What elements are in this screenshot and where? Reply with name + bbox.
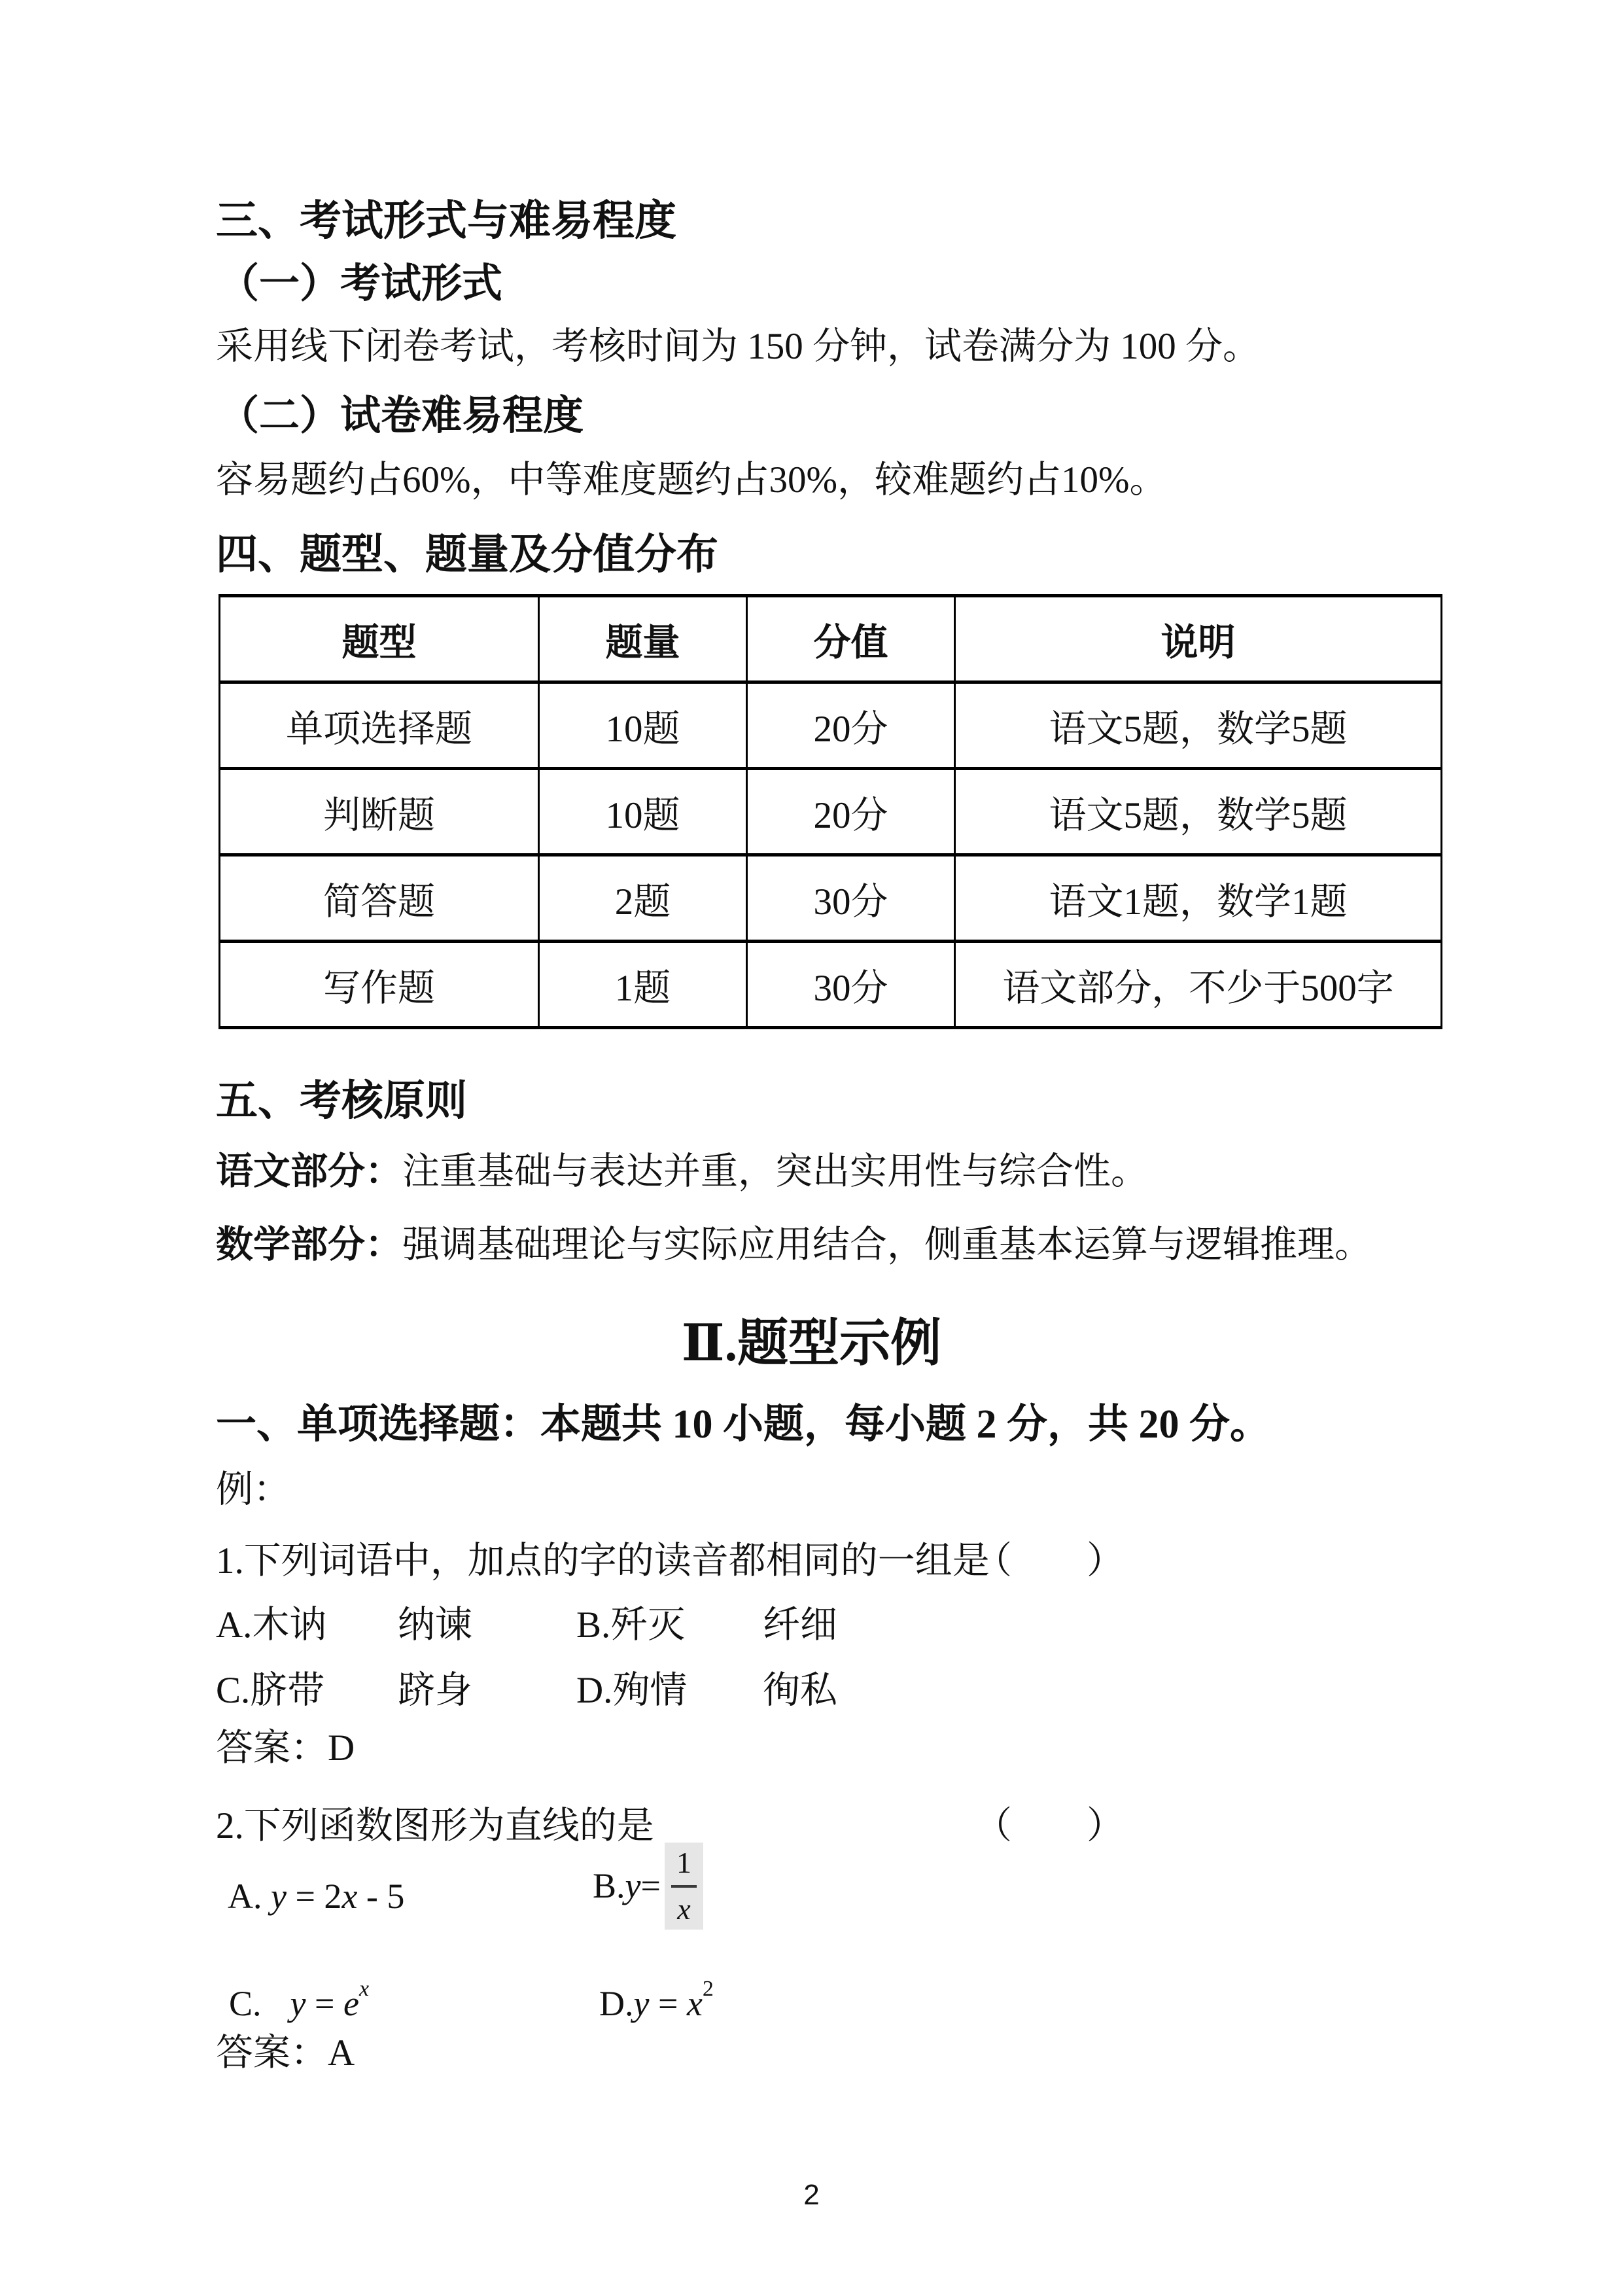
table-cell: 语文5题，数学5题 — [955, 769, 1442, 855]
q1-option-a-word2-text: 谏 — [435, 1604, 472, 1646]
q1-stem-text: 的一组是 — [840, 1540, 990, 1581]
page-number: 2 — [803, 2179, 820, 2211]
table-cell: 语文5题，数学5题 — [955, 682, 1442, 769]
table-cell: 30分 — [747, 855, 955, 942]
math-part-text: 强调基础理论与实际应用结合，侧重基本运算与逻辑推理。 — [402, 1224, 1372, 1265]
q1-option-c-word2-dotted-char: 跻 • — [398, 1669, 435, 1713]
q2-option-b-var-y: y — [625, 1866, 641, 1906]
q1-option-c-word2-text: 身 — [435, 1670, 472, 1711]
table-row — [220, 855, 1442, 942]
q2-option-a-var-x: x — [341, 1877, 358, 1916]
mcq-section-heading: 一、单项选择题：本题共 10 小题，每小题 2 分，共 20 分。 — [216, 1402, 1271, 1447]
q1-option-c-label: C. — [216, 1670, 251, 1711]
q2-option-b-formula — [593, 1843, 703, 1930]
q2-option-d-base: x — [686, 1984, 703, 2023]
table-cell: 1题 — [539, 942, 747, 1028]
fraction-numerator: 1 — [671, 1846, 697, 1888]
q1-option-a-word2 — [398, 1603, 472, 1648]
table-row — [220, 682, 1442, 769]
q1-option-d-label: D. — [576, 1670, 613, 1711]
q1-option-d-dotted-char: 殉 • — [612, 1669, 650, 1713]
q1-option-d-word2-text: 私 — [800, 1670, 837, 1711]
q1-option-a-label: A.木 — [216, 1604, 290, 1646]
table-cell: 写作题 — [220, 942, 539, 1028]
fraction-denominator: x — [677, 1892, 691, 1926]
math-part-label: 数学部分： — [216, 1224, 402, 1265]
q2-option-a-formula — [228, 1875, 404, 1918]
exam-format-paragraph: 采用线下闭卷考试，考核时间为 150 分钟，试卷满分为 100 分。 — [216, 326, 1260, 367]
q1-option-b-word2-dotted-char: 纤 • — [763, 1603, 800, 1648]
q1-option-b-word2-text: 细 — [800, 1604, 837, 1646]
q1-option-b-word2 — [763, 1603, 837, 1648]
q2-option-a-rest: - 5 — [357, 1877, 405, 1916]
q1-stem-dotted-char: 相 • — [766, 1539, 803, 1583]
table-cell: 单项选择题 — [220, 682, 539, 769]
q1-answer: 答案：D — [216, 1727, 355, 1769]
q1-option-c-word2 — [398, 1669, 472, 1713]
part2-title: Ⅱ.题型示例 — [681, 1315, 942, 1371]
q1-option-d — [576, 1669, 687, 1713]
q1-option-d-text: 情 — [650, 1670, 688, 1711]
q1-option-a — [216, 1603, 326, 1648]
q2-option-d-label: D. — [599, 1984, 634, 2023]
q2-option-c-formula — [229, 1976, 369, 2025]
chinese-principle-paragraph — [216, 1150, 1148, 1194]
q1-option-b-label: B. — [576, 1604, 611, 1646]
table-cell: 判断题 — [220, 769, 539, 855]
q1-option-a-dotted-char: 讷 • — [289, 1603, 326, 1648]
table-cell: 10题 — [539, 682, 747, 769]
math-principle-paragraph — [216, 1223, 1372, 1267]
table-cell: 简答题 — [220, 855, 539, 942]
q2-option-c-base: e — [343, 1984, 359, 2023]
q1-option-c-text: 带 — [287, 1670, 325, 1711]
chinese-part-text: 注重基础与表达并重，突出实用性与综合性。 — [402, 1151, 1148, 1192]
table-cell: 20分 — [747, 769, 955, 855]
table-header-row — [220, 596, 1442, 682]
q1-option-b — [576, 1603, 685, 1648]
difficulty-paragraph: 容易题约占60%，中等难度题约占30%，较难题约占10%。 — [216, 459, 1167, 501]
q2-option-a-equals: = 2 — [286, 1877, 342, 1916]
q1-stem-text: 1.下列词语中，加点的字的读音都 — [216, 1540, 766, 1581]
q2-option-d-var-y: y — [633, 1984, 650, 2023]
table-cell: 2题 — [539, 855, 747, 942]
q1-option-b-dotted-char: 歼 • — [610, 1603, 648, 1648]
q1-stem — [216, 1539, 990, 1583]
section3-sub2-heading: （二）试卷难易程度 — [218, 394, 584, 438]
q1-option-c-dotted-char: 脐 • — [250, 1669, 287, 1713]
table-row — [220, 769, 1442, 855]
q2-answer: 答案：A — [216, 2032, 355, 2074]
section3-sub1-heading: （一）考试形式 — [218, 262, 503, 306]
q2-option-a-label: A. — [228, 1877, 271, 1916]
table-cell: 语文1题，数学1题 — [955, 855, 1442, 942]
q1-answer-paren: （ ） — [975, 1540, 1124, 1581]
table-header-score: 分值 — [747, 596, 955, 682]
q2-answer-paren: （ ） — [975, 1805, 1124, 1846]
q1-option-d-word2-dotted-char: 徇 • — [763, 1669, 800, 1713]
q2-option-a-var-y: y — [271, 1877, 287, 1916]
section5-heading: 五、考核原则 — [216, 1078, 467, 1124]
table-cell: 20分 — [747, 682, 955, 769]
table-cell: 10题 — [539, 769, 747, 855]
q2-option-c-var-y: y — [290, 1984, 306, 2023]
table-header-question-count: 题量 — [539, 596, 747, 682]
q2-option-c-superscript: x — [358, 1977, 370, 2001]
q2-option-c-label: C. — [229, 1984, 262, 2023]
section3-heading: 三、考试形式与难易程度 — [216, 198, 676, 244]
table-header-question-type: 题型 — [220, 596, 539, 682]
q2-option-d-superscript: 2 — [702, 1977, 714, 2001]
table-row — [220, 942, 1442, 1028]
q1-stem-dotted-char: 同 • — [803, 1539, 841, 1583]
q1-option-b-text: 灭 — [648, 1604, 686, 1646]
q2-option-b-equals: = — [640, 1866, 661, 1906]
table-header-note: 说明 — [955, 596, 1442, 682]
q2-option-d-formula — [599, 1976, 714, 2025]
fraction — [665, 1843, 703, 1930]
q1-option-d-word2 — [763, 1669, 837, 1713]
q2-option-c-equals: = — [305, 1984, 343, 2023]
question-distribution-table — [218, 594, 1442, 1029]
example-label: 例： — [216, 1469, 290, 1510]
q2-option-b-label: B. — [593, 1866, 625, 1906]
table-cell: 语文部分，不少于500字 — [955, 942, 1442, 1028]
q2-stem: 2.下列函数图形为直线的是 — [216, 1805, 654, 1846]
section4-heading: 四、题型、题量及分值分布 — [216, 531, 718, 578]
q1-option-a-word2-dotted-char: 纳 • — [398, 1603, 435, 1648]
chinese-part-label: 语文部分： — [216, 1151, 402, 1192]
q1-option-c — [216, 1669, 324, 1713]
q2-option-d-equals: = — [649, 1984, 687, 2023]
table-cell: 30分 — [747, 942, 955, 1028]
